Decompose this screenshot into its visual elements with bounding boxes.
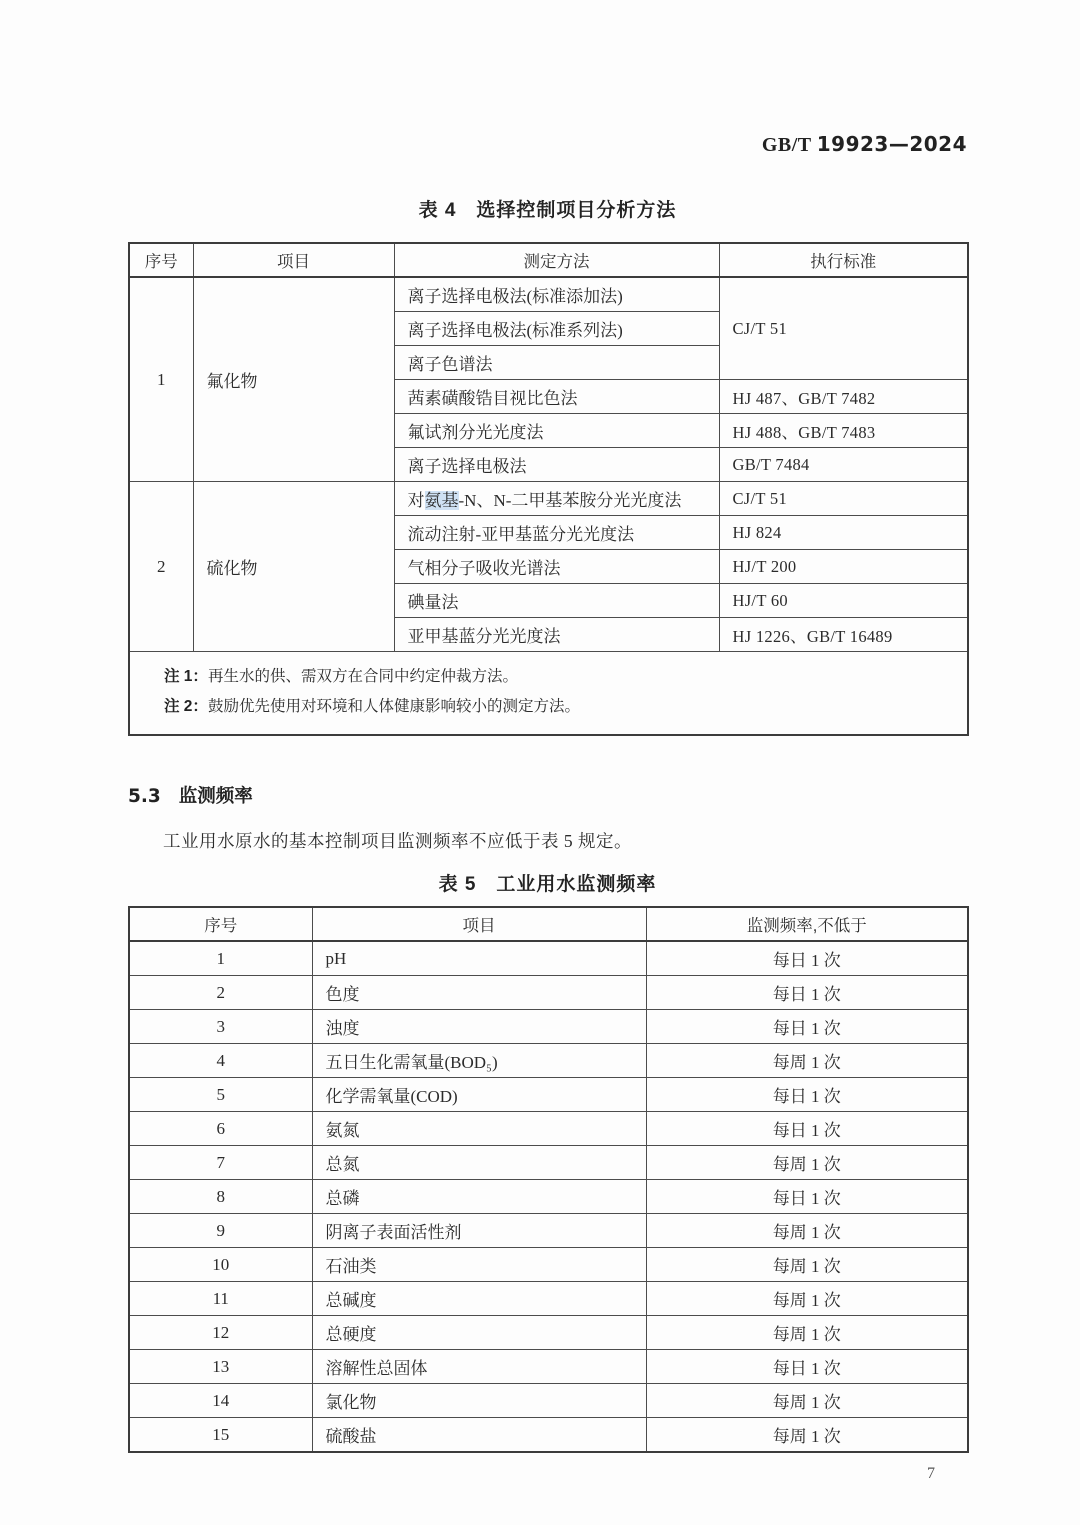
table5-row (129, 1112, 968, 1146)
note-1 (164, 662, 947, 692)
table5-row (129, 1316, 968, 1350)
frequency-cell: 每日 1 次 (646, 1180, 968, 1214)
item-cell: 色度 (312, 976, 646, 1010)
table5-row (129, 1248, 968, 1282)
serial-cell: 1 (129, 277, 193, 482)
table4-row (129, 482, 968, 516)
standard-number-header (128, 0, 967, 157)
table5-row (129, 1044, 968, 1078)
frequency-cell: 每周 1 次 (646, 1384, 968, 1418)
table4-notes-row (129, 652, 968, 736)
frequency-cell: 每周 1 次 (646, 1316, 968, 1350)
standard-cell: GB/T 7484 (719, 448, 968, 482)
method-cell (394, 482, 719, 516)
item-cell: 化学需氧量(COD) (312, 1078, 646, 1112)
standard-cell: CJ/T 51 (719, 482, 968, 516)
table5-row (129, 1384, 968, 1418)
table5-row (129, 976, 968, 1010)
frequency-cell: 每周 1 次 (646, 1248, 968, 1282)
serial-cell: 3 (129, 1010, 312, 1044)
table5-row (129, 1214, 968, 1248)
method-cell: 离子色谱法 (394, 346, 719, 380)
table4-title: 表 4 选择控制项目分析方法 (418, 200, 677, 221)
method-cell: 离子选择电极法(标准系列法) (394, 312, 719, 346)
standard-cell: CJ/T 51 (719, 277, 968, 380)
serial-cell: 9 (129, 1214, 312, 1248)
method-text: 对 (407, 491, 425, 510)
standard-code: GB/T (761, 134, 812, 156)
item-cell: 氯化物 (312, 1384, 646, 1418)
table5-row (129, 1180, 968, 1214)
method-cell: 亚甲基蓝分光光度法 (394, 618, 719, 652)
table5-header-row (129, 907, 968, 941)
table4-header-row (129, 243, 968, 277)
standard-cell: HJ 824 (719, 516, 968, 550)
item-cell: 石油类 (312, 1248, 646, 1282)
item-cell: 总硬度 (312, 1316, 646, 1350)
item-cell: 五日生化需氧量(BOD₅) (312, 1044, 646, 1078)
method-cell: 茜素磺酸锆目视比色法 (394, 380, 719, 414)
table5-row (129, 941, 968, 976)
table4-col-item: 项目 (193, 243, 394, 277)
method-cell: 氟试剂分光光度法 (394, 414, 719, 448)
frequency-cell: 每周 1 次 (646, 1214, 968, 1248)
table4-row (129, 277, 968, 312)
section-number: 5.3 (128, 786, 161, 807)
serial-cell: 13 (129, 1350, 312, 1384)
standard-cell: HJ 1226、GB/T 16489 (719, 618, 968, 652)
note-1-text: 再生水的供、需双方在合同中约定仲裁方法。 (207, 668, 518, 685)
section-title: 监测频率 (178, 785, 253, 806)
table5-title: 表 5 工业用水监测频率 (438, 874, 657, 895)
frequency-cell: 每日 1 次 (646, 1078, 968, 1112)
frequency-cell: 每日 1 次 (646, 976, 968, 1010)
serial-cell: 14 (129, 1384, 312, 1418)
table5-row (129, 1282, 968, 1316)
table5-row (129, 1418, 968, 1453)
standard-year-number: 19923—2024 (816, 132, 967, 156)
frequency-cell: 每周 1 次 (646, 1282, 968, 1316)
item-cell: 浊度 (312, 1010, 646, 1044)
serial-cell: 2 (129, 976, 312, 1010)
table-notes (129, 652, 968, 736)
frequency-cell: 每日 1 次 (646, 1112, 968, 1146)
note-2-label: 注 2： (164, 698, 208, 715)
section-paragraph: 工业用水原水的基本控制项目监测频率不应低于表 5 规定。 (163, 831, 632, 851)
item-cell: 阴离子表面活性剂 (312, 1214, 646, 1248)
frequency-cell: 每周 1 次 (646, 1146, 968, 1180)
serial-cell: 15 (129, 1418, 312, 1453)
frequency-cell: 每日 1 次 (646, 1010, 968, 1044)
standard-cell: HJ 488、GB/T 7483 (719, 414, 968, 448)
frequency-cell: 每日 1 次 (646, 1350, 968, 1384)
method-cell: 流动注射-亚甲基蓝分光光度法 (394, 516, 719, 550)
section-heading (128, 782, 967, 808)
item-cell: 溶解性总固体 (312, 1350, 646, 1384)
note-2-text: 鼓励优先使用对环境和人体健康影响较小的测定方法。 (207, 698, 580, 715)
table5-col-item: 项目 (312, 907, 646, 941)
item-cell: 总磷 (312, 1180, 646, 1214)
page-content (128, 0, 967, 1483)
method-cell: 离子选择电极法(标准添加法) (394, 277, 719, 312)
note-2 (164, 692, 947, 722)
method-cell: 碘量法 (394, 584, 719, 618)
frequency-cell: 每周 1 次 (646, 1418, 968, 1453)
page-number: 7 (927, 1465, 935, 1482)
serial-cell: 1 (129, 941, 312, 976)
item-cell: 氟化物 (193, 277, 394, 482)
serial-cell: 12 (129, 1316, 312, 1350)
serial-cell: 4 (129, 1044, 312, 1078)
table4-col-method: 测定方法 (394, 243, 719, 277)
item-cell: 硫化物 (193, 482, 394, 652)
table5-row (129, 1146, 968, 1180)
item-cell: 硫酸盐 (312, 1418, 646, 1453)
table5-row (129, 1010, 968, 1044)
serial-cell: 6 (129, 1112, 312, 1146)
standard-cell: HJ 487、GB/T 7482 (719, 380, 968, 414)
table5-row (129, 1350, 968, 1384)
standard-cell: HJ/T 200 (719, 550, 968, 584)
method-text-highlighted: 氨基 (424, 491, 459, 510)
item-cell: 氨氮 (312, 1112, 646, 1146)
serial-cell: 11 (129, 1282, 312, 1316)
table5-monitoring-frequency (128, 906, 969, 1453)
table4-analysis-methods (128, 242, 969, 736)
serial-cell: 2 (129, 482, 193, 652)
item-cell: 总碱度 (312, 1282, 646, 1316)
note-1-label: 注 1： (164, 668, 208, 685)
method-cell: 离子选择电极法 (394, 448, 719, 482)
table4-col-serial: 序号 (129, 243, 193, 277)
table4-col-standard: 执行标准 (719, 243, 968, 277)
standard-cell: HJ/T 60 (719, 584, 968, 618)
serial-cell: 10 (129, 1248, 312, 1282)
method-text: -N、N-二甲基苯胺分光光度法 (458, 491, 682, 510)
serial-cell: 8 (129, 1180, 312, 1214)
item-cell: pH (312, 941, 646, 976)
table5-row (129, 1078, 968, 1112)
method-cell: 气相分子吸收光谱法 (394, 550, 719, 584)
frequency-cell: 每日 1 次 (646, 941, 968, 976)
table5-col-serial: 序号 (129, 907, 312, 941)
frequency-cell: 每周 1 次 (646, 1044, 968, 1078)
serial-cell: 5 (129, 1078, 312, 1112)
serial-cell: 7 (129, 1146, 312, 1180)
item-cell: 总氮 (312, 1146, 646, 1180)
table5-col-frequency: 监测频率,不低于 (646, 907, 968, 941)
